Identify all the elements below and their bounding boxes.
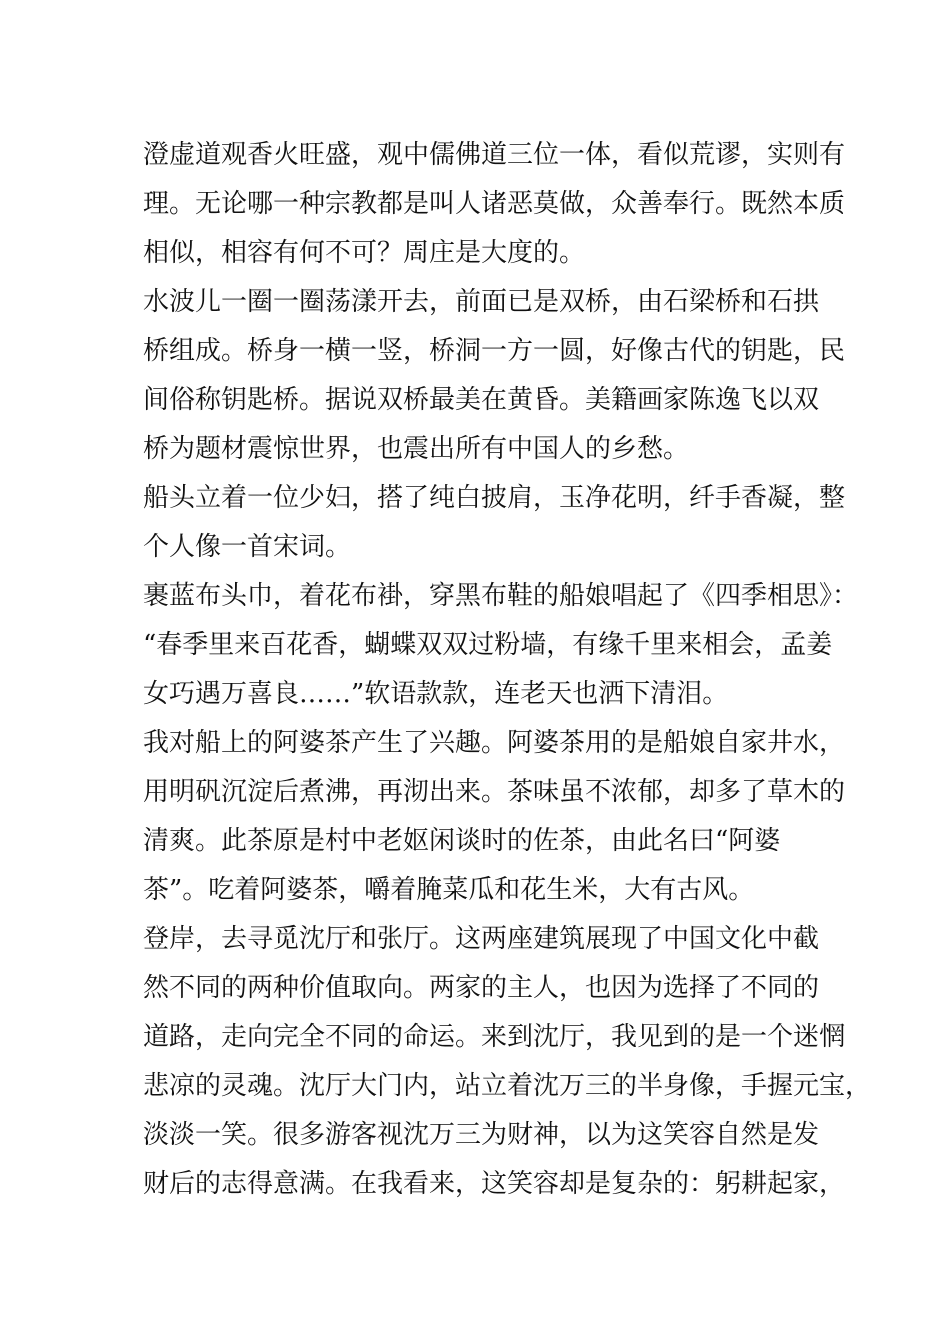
text-line: 淡淡一笑。很多游客视沈万三为财神，以为这笑容自然是发 [143,1120,820,1150]
text-line: 道路，走向完全不同的命运。来到沈厅，我见到的是一个迷惘 [143,1022,846,1052]
text-line: 裹蓝布头巾，着花布褂，穿黑布鞋的船娘唱起了《四季相思》： [143,581,859,611]
body-text [143,131,872,1209]
text-line: 财后的志得意满。在我看来，这笑容却是复杂的：躬耕起家， [143,1169,846,1199]
text-line: 桥为题材震惊世界，也震出所有中国人的乡愁。 [143,434,690,464]
text-line: 间俗称钥匙桥。据说双桥最美在黄昏。美籍画家陈逸飞以双 [143,385,820,415]
text-line: 悲凉的灵魂。沈厅大门内，站立着沈万三的半身像，手握元宝， [143,1071,872,1101]
text-line: 我对船上的阿婆茶产生了兴趣。阿婆茶用的是船娘自家井水， [143,728,846,758]
text-line: “春季里来百花香，蝴蝶双双过粉墙，有缘千里来相会，孟姜 [143,630,833,660]
text-line: 理。无论哪一种宗教都是叫人诸恶莫做，众善奉行。既然本质 [143,189,846,219]
text-line: 登岸，去寻觅沈厅和张厅。这两座建筑展现了中国文化中截 [143,924,820,954]
text-line: 个人像一首宋词。 [143,532,352,562]
text-line: 相似，相容有何不可？周庄是大度的。 [143,238,586,268]
text-line: 女巧遇万喜良……”软语款款，连老天也洒下清泪。 [143,679,729,709]
text-line: 水波儿一圈一圈荡漾开去，前面已是双桥，由石梁桥和石拱 [143,287,820,317]
text-line: 桥组成。桥身一横一竖，桥洞一方一圆，好像古代的钥匙，民 [143,336,846,366]
text-line: 船头立着一位少妇，搭了纯白披肩，玉净花明，纤手香凝，整 [143,483,846,513]
text-line: 澄虚道观香火旺盛，观中儒佛道三位一体，看似荒谬，实则有 [143,140,846,170]
text-line: 茶”。吃着阿婆茶，嚼着腌菜瓜和花生米，大有古风。 [143,875,755,905]
text-line: 然不同的两种价值取向。两家的主人，也因为选择了不同的 [143,973,820,1003]
text-line: 清爽。此茶原是村中老妪闲谈时的佐茶，由此名曰“阿婆 [143,826,781,856]
text-line: 用明矾沉淀后煮沸，再沏出来。茶味虽不浓郁，却多了草木的 [143,777,846,807]
